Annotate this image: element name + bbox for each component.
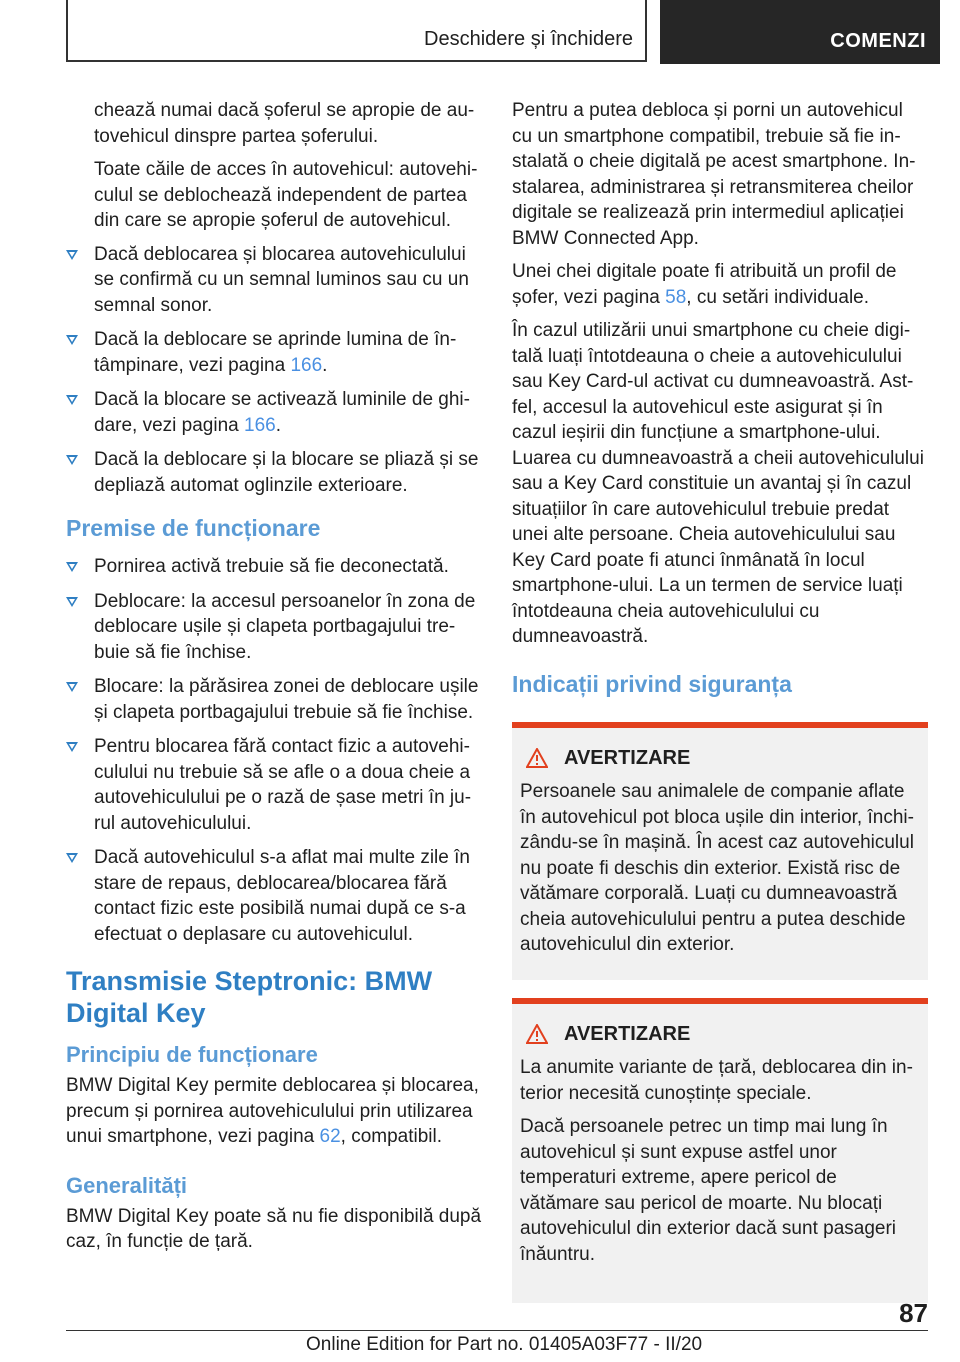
- page-link[interactable]: 166: [290, 354, 323, 376]
- triangle-down-icon: [66, 395, 78, 405]
- list-item: Dacă autovehiculul s-a aflat mai multe zile în stare de repaus, deblocarea/blocarea fără contact fizic este posibilă numai după ce s-a efectuat o deplasare cu autovehiculul.: [66, 845, 482, 947]
- list-item: Dacă la deblocare și la blocare se pliază și se depliază automat oglinzile exterioare.: [66, 447, 482, 498]
- intro-paragraph-2: Toate căile de acces în autovehicul: autovehiculul se deblochează independent de partea din care se apropie șoferul de autovehicul.: [94, 159, 478, 231]
- list-item: Pentru blocarea fără contact fizic a autovehiculului nu trebuie să se afle o a doua cheie a autovehiculului pe o rază de șase metri în jurul autovehiculului.: [66, 734, 482, 836]
- warning-text: La anumite variante de țară, deblocarea din interior necesită cunoștințe speciale.: [520, 1057, 913, 1104]
- header-section-tab: [660, 0, 940, 64]
- general-heading: Generalități: [66, 1172, 188, 1198]
- edition-text: Online Edition for Part no. 01405A03F77 - II/20: [306, 1334, 703, 1355]
- triangle-down-icon: [66, 742, 78, 752]
- list-item: Dacă la blocare se activează luminile de ghidare, vezi pagina 166.: [66, 387, 482, 438]
- warning-title: AVERTIZARE: [564, 746, 691, 769]
- warning-header: [526, 1022, 920, 1048]
- right-column: [512, 98, 928, 1317]
- warning-text: Persoanele sau animalele de companie aflate în autovehicul pot bloca ușile din interior, închizându-se în mașină. În acest caz autovehiculul nu poate fi deschis din exterior. Există risc de vătămare corporală. Luați cu dumneavoastră cheia autovehiculului pentru a putea deschide autovehiculul din exterior.: [520, 781, 914, 955]
- triangle-down-icon: [66, 562, 78, 572]
- profile-paragraph: Unei chei digitale poate fi atribuită un profil de șofer, vezi pagina 58, cu setări individuale.: [512, 261, 897, 308]
- main-heading: Transmisie Steptronic: BMW Digital Key: [66, 966, 433, 1028]
- principle-heading: Principiu de funcționare: [66, 1042, 318, 1067]
- section-title: COMENZI: [830, 30, 926, 52]
- warning-box-1: [512, 722, 928, 980]
- list-item: Dacă deblocarea și blocarea autovehiculului se confirmă cu un semnal luminos sau cu un semnal sonor.: [66, 242, 482, 319]
- warning-box-2: [512, 998, 928, 1304]
- list-item: Pornirea activă trebuie să fie deconectată.: [66, 554, 482, 580]
- triangle-down-icon: [66, 597, 78, 607]
- header-chapter-tab: [66, 0, 647, 62]
- safety-heading: Indicații privind siguranța: [512, 670, 792, 697]
- warning-header: [526, 746, 920, 772]
- warning-triangle-icon: [526, 1024, 548, 1044]
- list-item: Dacă la deblocare se aprinde lumina de întâmpinare, vezi pagina 166.: [66, 327, 482, 378]
- triangle-down-icon: [66, 335, 78, 345]
- principle-paragraph: BMW Digital Key permite deblocarea și blocarea, precum și pornirea autovehiculului prin utilizarea unui smartphone, vezi pagina 62, compatibil.: [66, 1075, 479, 1147]
- premise-heading: Premise de funcționare: [66, 515, 321, 541]
- triangle-down-icon: [66, 853, 78, 863]
- triangle-down-icon: [66, 250, 78, 260]
- warning-text: Dacă persoanele petrec un timp mai lung în autovehicul și sunt expuse astfel unor temperaturi extreme, apere pericol de vătămare sau pericol de moarte. Nu blocați autovehiculul din exterior dacă sunt pasageri înăuntru.: [520, 1116, 897, 1265]
- install-paragraph: Pentru a putea debloca și porni un autovehicul cu un smartphone compatibil, trebuie să fie instalată o cheie digitală pe acest smartphone. Instalarea, administrarea și retransmiterea cheilor digitale se realizează prin intermediul aplicației BMW Connected App.: [512, 100, 916, 249]
- chapter-title: Deschidere și închidere: [424, 28, 633, 50]
- intro-paragraph-1: chează numai dacă șoferul se apropie de autovehicul dinspre partea șoferului.: [94, 100, 475, 147]
- condition-list: [66, 242, 482, 499]
- page-link[interactable]: 166: [244, 414, 276, 436]
- triangle-down-icon: [66, 455, 78, 465]
- page-link[interactable]: 62: [319, 1126, 341, 1147]
- left-column: [66, 98, 482, 1263]
- general-paragraph: BMW Digital Key poate să nu fie disponibilă după caz, în funcție de țară.: [66, 1205, 482, 1252]
- footer-divider: [66, 1330, 928, 1331]
- warning-title: AVERTIZARE: [564, 1022, 691, 1045]
- premise-list: [66, 554, 482, 947]
- backup-key-paragraph: În cazul utilizării unui smartphone cu cheie digitală luați întotdeauna o cheie a autovehiculului sau Key Card-ul activat cu dumneavoastră. Astfel, accesul la autovehicul este asigurat și în cazul ieșirii din funcțiune a smartphone-ului. Luarea cu dumneavoastră a cheii autovehiculului sau a Key Card constituie un avantaj și în cazul situațiilor în care autovehiculul trebuie predat unei alte persoane. Cheia autovehiculului sau Key Card poate fi atunci înmânată în locul smartphone-ului. La un termen de service luați întotdeauna cheia autovehiculului cu dumneavoastră.: [512, 320, 924, 647]
- page-number: 87: [899, 1298, 928, 1328]
- triangle-down-icon: [66, 682, 78, 692]
- list-item: Blocare: la părăsirea zonei de deblocare ușile și clapeta portbagajului trebuie să fie închise.: [66, 674, 482, 725]
- warning-triangle-icon: [526, 748, 548, 768]
- page-link[interactable]: 58: [665, 286, 687, 308]
- list-item: Deblocare: la accesul persoanelor în zona de deblocare ușile și clapeta portbagajului trebuie să fie închise.: [66, 589, 482, 666]
